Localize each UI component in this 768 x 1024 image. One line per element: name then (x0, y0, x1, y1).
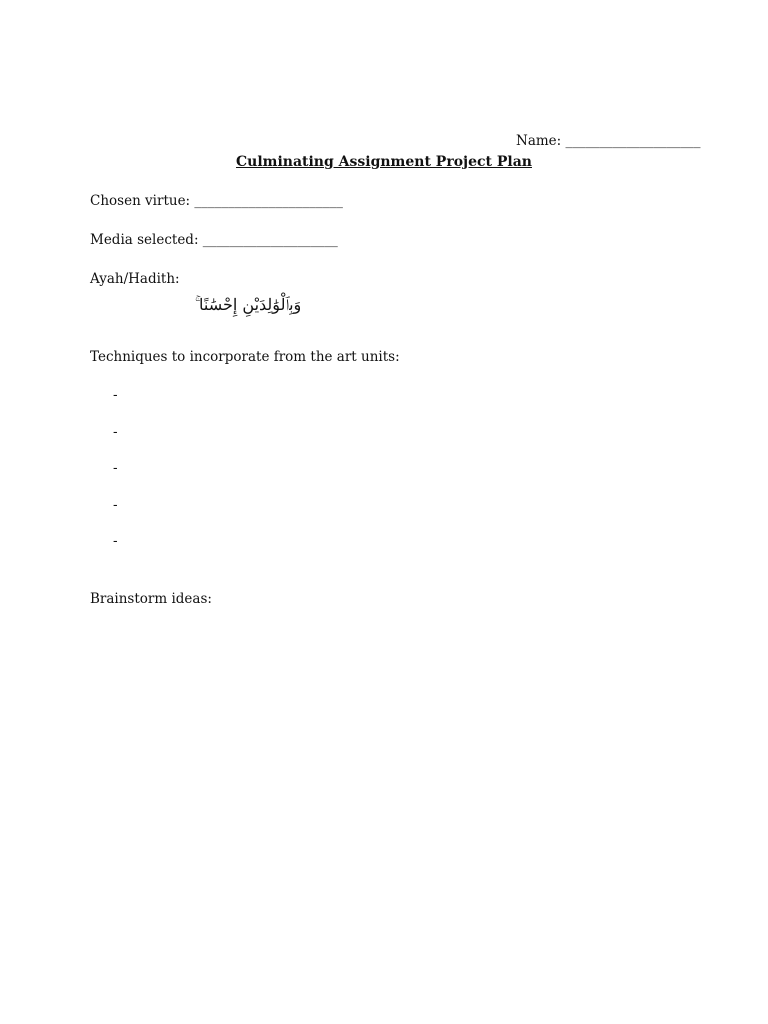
ayah-hadith-label: Ayah/Hadith: (90, 271, 180, 287)
page-title (0, 155, 768, 169)
page-title-text: Culminating Assignment Project Plan (236, 154, 532, 170)
arabic-verse: وَبِٱلْوَٰلِدَيْنِ إِحْسَٰنًا ۚ (195, 295, 302, 314)
list-item: - (113, 387, 118, 403)
list-item: - (113, 496, 118, 513)
list-item: - (113, 460, 118, 476)
media-selected-field: Media selected: ____________________ (90, 232, 338, 248)
chosen-virtue-field: Chosen virtue: ______________________ (90, 193, 343, 209)
list-item: - (113, 533, 118, 549)
list-item: - (113, 423, 118, 440)
brainstorm-label: Brainstorm ideas: (90, 591, 212, 607)
techniques-list (113, 389, 118, 572)
techniques-label: Techniques to incorporate from the art units: (90, 349, 400, 365)
name-field: Name: ____________________ (516, 133, 701, 149)
